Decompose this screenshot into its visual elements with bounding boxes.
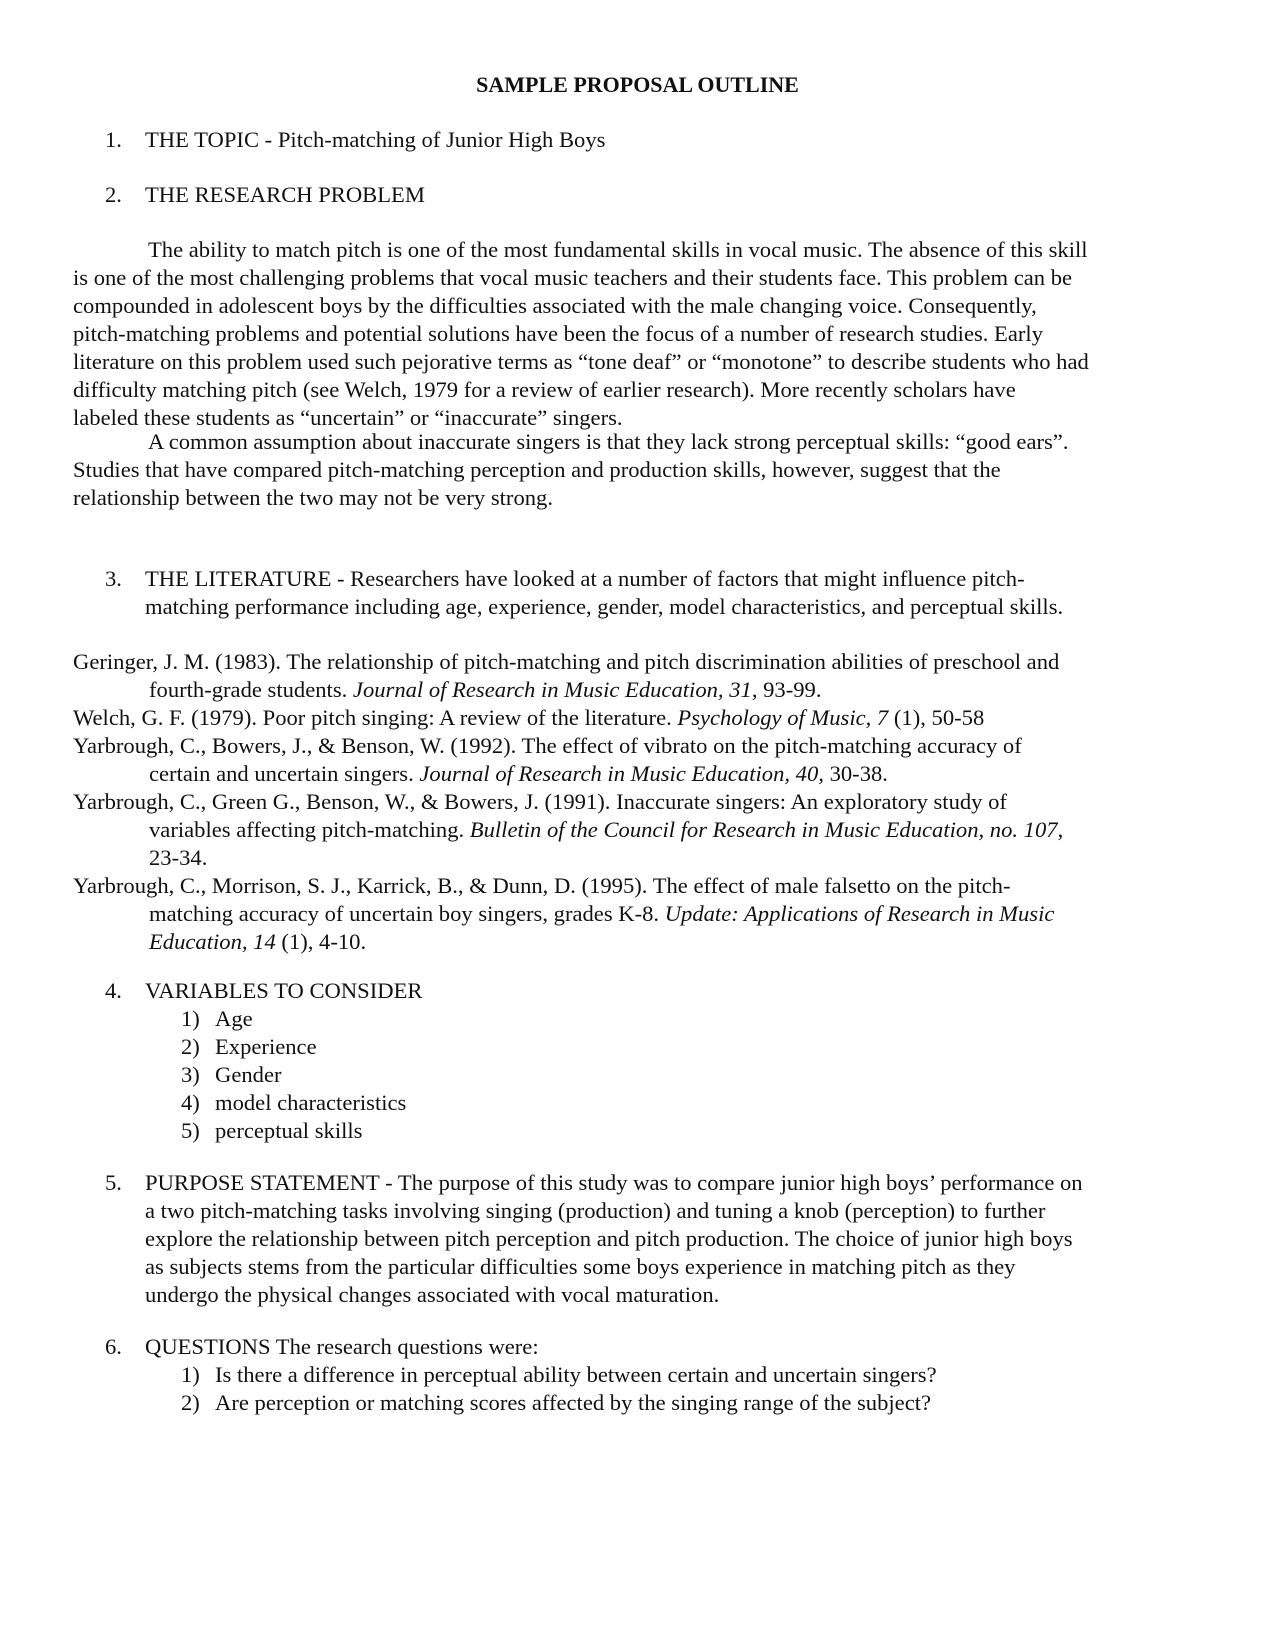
- journal-title: Journal of Research in Music Education, 31: [352, 677, 752, 702]
- reference-item: [73, 872, 1213, 956]
- list-item: 5) perceptual skills: [181, 1118, 363, 1143]
- list-item: 2) Are perception or matching scores affected by the singing range of the subject?: [181, 1390, 932, 1415]
- reference-line: Welch, G. F. (1979). Poor pitch singing: A review of the literature. Psychology of Music, 7 (1), 50-58: [73, 705, 985, 730]
- purpose-line: as subjects stems from the particular difficulties some boys experience in matching pitch as they: [145, 1254, 1016, 1279]
- reference-line: Yarbrough, C., Morrison, S. J., Karrick, B., & Dunn, D. (1995). The effect of male falsetto on the pitch-: [73, 873, 1011, 898]
- questions-list: [181, 1361, 937, 1417]
- paragraph-line: is one of the most challenging problems that vocal music teachers and their students face. This problem can be: [73, 265, 1073, 290]
- section-2-number: 2.: [105, 182, 122, 207]
- paragraph-line: pitch-matching problems and potential solutions have been the focus of a number of research studies. Early: [73, 321, 1043, 346]
- section-6-heading: QUESTIONS The research questions were:: [145, 1334, 539, 1359]
- reference-line: fourth-grade students. Journal of Research in Music Education, 31, 93-99.: [149, 677, 822, 702]
- purpose-line: explore the relationship between pitch perception and pitch production. The choice of junior high boys: [145, 1226, 1073, 1251]
- reference-line: Education, 14 (1), 4-10.: [149, 929, 367, 954]
- reference-item: [73, 648, 1213, 704]
- reference-line: matching accuracy of uncertain boy singers, grades K-8. Update: Applications of Research in Music: [149, 901, 1055, 926]
- variables-list: [181, 1005, 406, 1145]
- research-problem-paragraph-1: [73, 236, 1213, 432]
- section-3-number: 3.: [105, 566, 122, 591]
- list-item: 2) Experience: [181, 1034, 317, 1059]
- reference-item: [73, 788, 1213, 872]
- paragraph-line: literature on this problem used such pejorative terms as “tone deaf” or “monotone” to describe students who had: [73, 349, 1089, 374]
- paragraph-line: Studies that have compared pitch-matching perception and production skills, however, suggest that the: [73, 457, 1001, 482]
- list-item: 1) Is there a difference in perceptual ability between certain and uncertain singers?: [181, 1362, 937, 1387]
- reference-item: [73, 704, 1213, 732]
- section-5-number: 5.: [105, 1170, 122, 1195]
- reference-line: certain and uncertain singers. Journal of Research in Music Education, 40, 30-38.: [149, 761, 888, 786]
- section-3-line: THE LITERATURE - Researchers have looked at a number of factors that might influence pitch-: [145, 566, 1025, 591]
- reference-line: 23-34.: [149, 845, 208, 870]
- list-item: 4) model characteristics: [181, 1090, 407, 1115]
- section-6-number: 6.: [105, 1334, 122, 1359]
- reference-list: [73, 648, 1213, 956]
- purpose-line: undergo the physical changes associated with vocal maturation.: [145, 1282, 720, 1307]
- paragraph-line: relationship between the two may not be very strong.: [73, 485, 553, 510]
- section-3-text: [145, 565, 1063, 621]
- purpose-line: a two pitch-matching tasks involving singing (production) and tuning a knob (perception) to further: [145, 1198, 1046, 1223]
- reference-line: variables affecting pitch-matching. Bulletin of the Council for Research in Music Education, no. 107,: [149, 817, 1064, 842]
- purpose-statement: [145, 1169, 1083, 1309]
- journal-title: Journal of Research in Music Education, 40,: [419, 761, 824, 786]
- paragraph-line: compounded in adolescent boys by the difficulties associated with the male changing voice. Consequently,: [73, 293, 1037, 318]
- paragraph-line: The ability to match pitch is one of the most fundamental skills in vocal music. The absence of this skill: [148, 237, 1088, 262]
- list-item: 3) Gender: [181, 1062, 282, 1087]
- reference-item: [73, 732, 1213, 788]
- section-1-topic: THE TOPIC - Pitch-matching of Junior High Boys: [145, 127, 606, 152]
- reference-line: Yarbrough, C., Bowers, J., & Benson, W. (1992). The effect of vibrato on the pitch-matching accuracy of: [73, 733, 1022, 758]
- reference-line: Yarbrough, C., Green G., Benson, W., & Bowers, J. (1991). Inaccurate singers: An exploratory study of: [73, 789, 1007, 814]
- section-4-number: 4.: [105, 978, 122, 1003]
- list-item: 1) Age: [181, 1006, 253, 1031]
- journal-title: Bulletin of the Council for Research in Music Education, no. 107: [469, 817, 1058, 842]
- section-2-heading: THE RESEARCH PROBLEM: [145, 182, 425, 207]
- research-problem-paragraph-2: [73, 428, 1213, 512]
- paragraph-line: A common assumption about inaccurate singers is that they lack strong perceptual skills: “good ears”.: [148, 429, 1069, 454]
- paragraph-line: difficulty matching pitch (see Welch, 1979 for a review of earlier research). More recently scholars have: [73, 377, 1016, 402]
- reference-line: Geringer, J. M. (1983). The relationship of pitch-matching and pitch discrimination abilities of preschool and: [73, 649, 1060, 674]
- section-1-number: 1.: [105, 127, 122, 152]
- section-4-heading: VARIABLES TO CONSIDER: [145, 978, 423, 1003]
- paragraph-line: labeled these students as “uncertain” or “inaccurate” singers.: [73, 405, 623, 430]
- journal-title: Education, 14: [149, 929, 276, 954]
- document-title: SAMPLE PROPOSAL OUTLINE: [476, 72, 799, 97]
- section-3-line: matching performance including age, experience, gender, model characteristics, and perceptual skills.: [145, 594, 1064, 619]
- journal-title: Update: Applications of Research in Music: [664, 901, 1055, 926]
- journal-title: Psychology of Music, 7: [677, 705, 889, 730]
- purpose-line: PURPOSE STATEMENT - The purpose of this study was to compare junior high boys’ performance on: [145, 1170, 1083, 1195]
